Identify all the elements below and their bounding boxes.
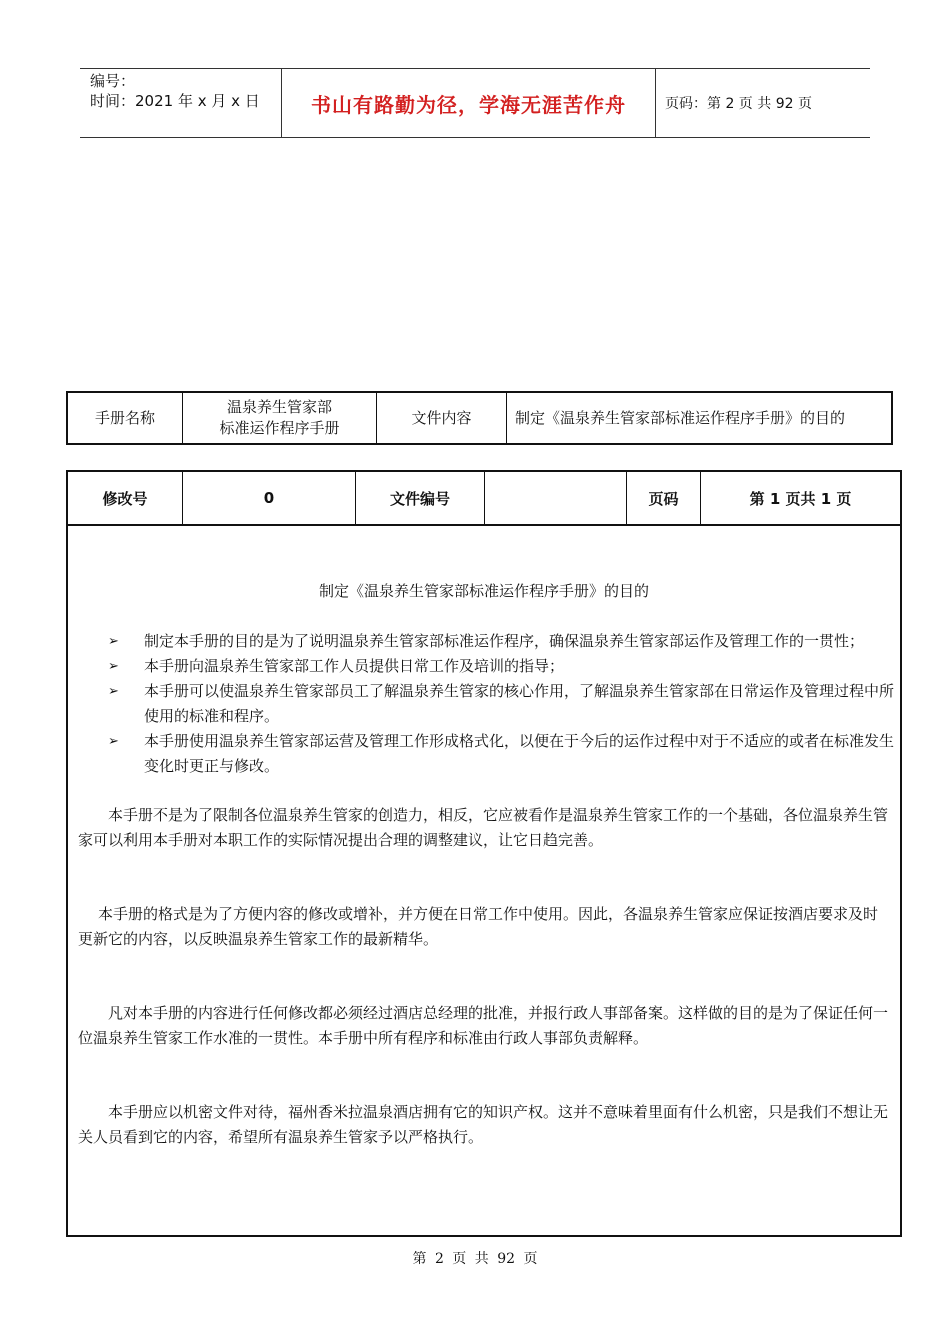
arrow-bullet-icon: ➢ — [108, 634, 119, 649]
revision-value: 0 — [183, 472, 356, 524]
file-no-value — [485, 472, 627, 524]
page-header — [80, 68, 870, 138]
manual-name-value — [183, 393, 377, 443]
paragraph-modification: 凡对本手册的内容进行任何修改都必须经过酒店总经理的批准，并报行政人事部备案。这样做的目的是为了保证任何一位温泉养生管家工作水准的一贯性。本手册中所有程序和标准由行政人事部负责解释。 — [78, 1004, 889, 1047]
list-item-text: 本手册向温泉养生管家部工作人员提供日常工作及培训的指导； — [144, 657, 565, 675]
header-page-cell — [655, 69, 870, 137]
motto-text: 书山有路勤为径，学海无涯苦作舟 — [311, 92, 626, 117]
manual-name-label: 手册名称 — [68, 393, 183, 443]
document-frame — [66, 470, 902, 1237]
list-item — [108, 729, 898, 779]
arrow-bullet-icon: ➢ — [108, 659, 119, 674]
list-item-text: 本手册使用温泉养生管家部运营及管理工作形成格式化，以便在于今后的运作过程中对于不适应的或者在标准发生变化时更正与修改。 — [144, 732, 895, 775]
revision-label: 修改号 — [68, 472, 183, 524]
purpose-list — [108, 629, 898, 779]
document-meta-row — [68, 472, 900, 526]
list-item-text: 制定本手册的目的是为了说明温泉养生管家部标准运作程序，确保温泉养生管家部运作及管理工作的一贯性； — [144, 632, 865, 650]
document-title: 制定《温泉养生管家部标准运作程序手册》的目的 — [318, 582, 649, 600]
list-item — [108, 679, 898, 729]
serial-label: 编号： — [90, 72, 136, 90]
header-motto-cell — [281, 69, 656, 137]
page-footer: 第 2 页 共 92 页 — [412, 1251, 538, 1267]
list-item — [108, 654, 898, 679]
paragraph-format: 本手册的格式是为了方便内容的修改或增补，并方便在日常工作中使用。因此，各温泉养生管家应保证按酒店要求及时更新它的内容，以反映温泉养生管家工作的最新精华。 — [78, 905, 879, 948]
page-label: 页码 — [627, 472, 701, 524]
paragraph-creativity: 本手册不是为了限制各位温泉养生管家的创造力，相反，它应被看作是温泉养生管家工作的一个基础，各位温泉养生管家可以利用本手册对本职工作的实际情况提出合理的调整建议，让它日趋完善。 — [78, 806, 889, 849]
header-meta — [80, 69, 281, 137]
list-item-text: 本手册可以使温泉养生管家部员工了解温泉养生管家的核心作用，了解温泉养生管家部在日常运作及管理过程中所使用的标准和程序。 — [144, 682, 895, 725]
list-item — [108, 629, 898, 654]
page-value: 第 1 页共 1 页 — [749, 489, 852, 508]
manual-name-line2: 标准运作程序手册 — [219, 419, 340, 437]
arrow-bullet-icon: ➢ — [108, 684, 119, 699]
content-value: 制定《温泉养生管家部标准运作程序手册》的目的 — [515, 408, 846, 427]
content-label: 文件内容 — [377, 393, 507, 443]
file-no-label: 文件编号 — [356, 472, 485, 524]
manual-name-line1: 温泉养生管家部 — [226, 398, 332, 416]
time-label: 时间：2021 年 x 月 x 日 — [90, 92, 260, 110]
manual-info-table — [66, 391, 893, 445]
paragraph-confidential: 本手册应以机密文件对待，福州香米拉温泉酒店拥有它的知识产权。这并不意味着里面有什么机密，只是我们不想让无关人员看到它的内容，希望所有温泉养生管家予以严格执行。 — [78, 1103, 889, 1146]
arrow-bullet-icon: ➢ — [108, 734, 119, 749]
page-code: 页码：第 2 页 共 92 页 — [665, 96, 812, 112]
